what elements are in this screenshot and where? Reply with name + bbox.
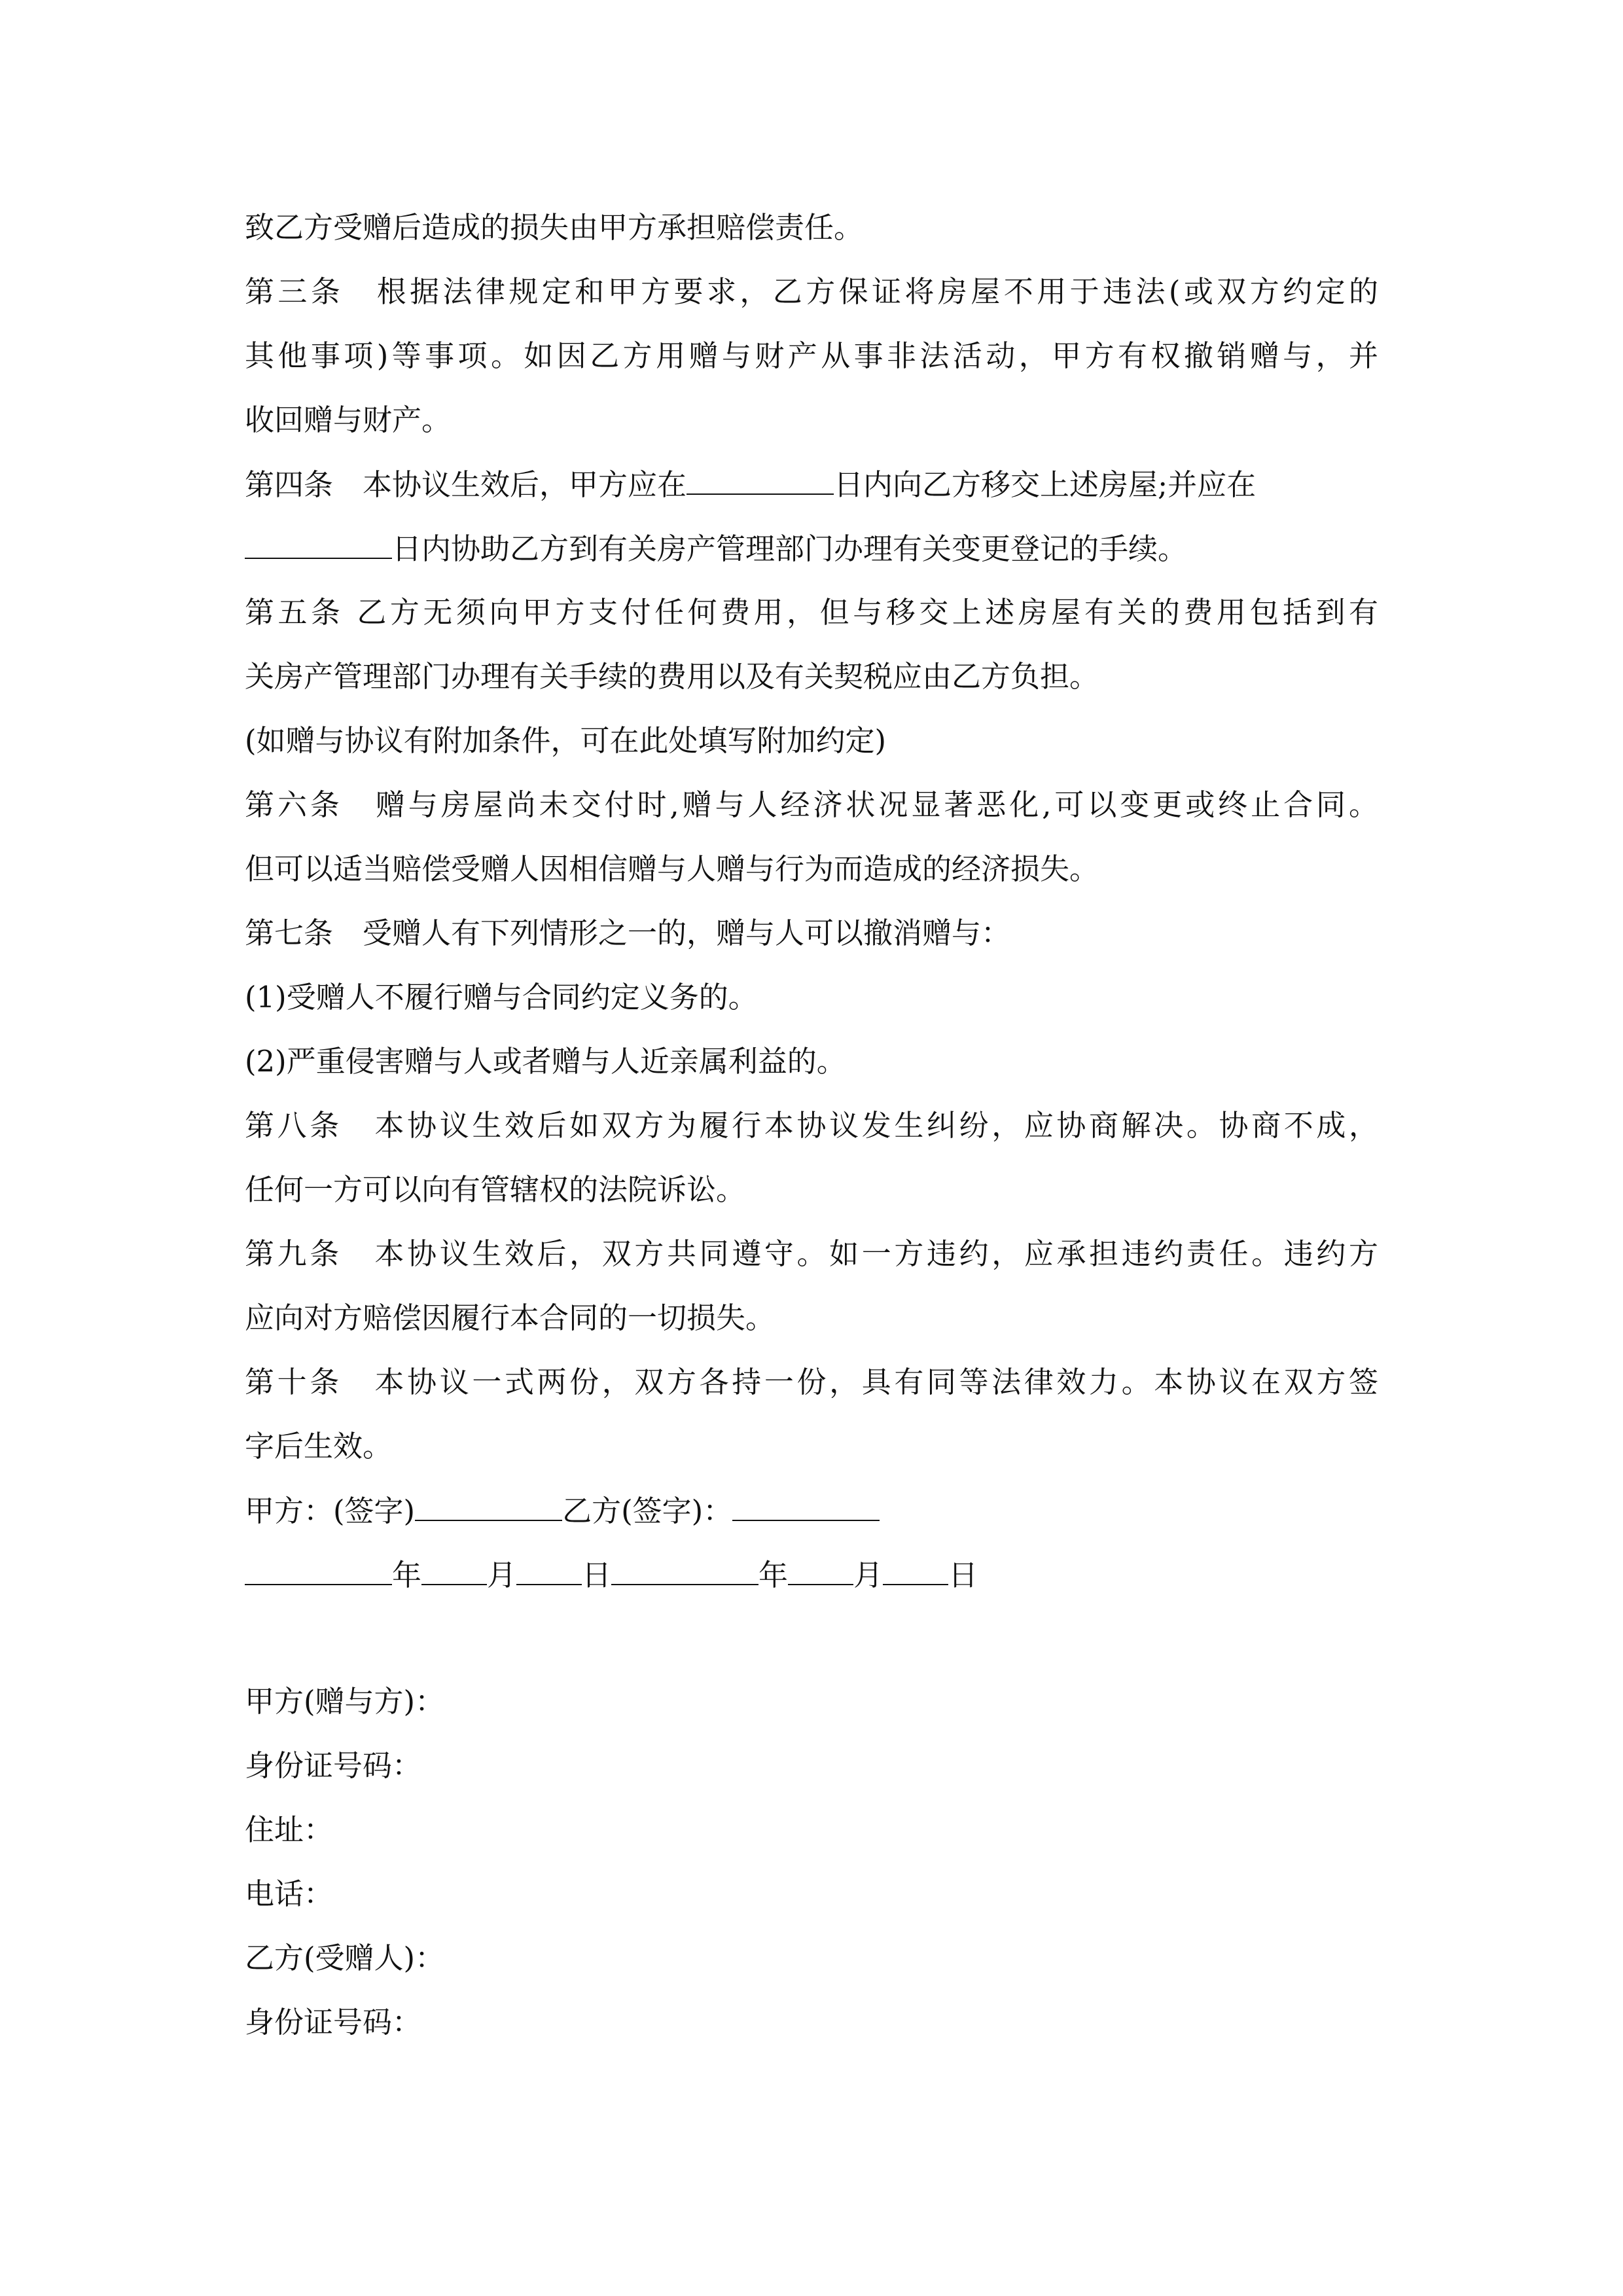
article-4-text-a: 第四条 本协议生效后，甲方应在: [245, 467, 687, 502]
article-4-line-2: [245, 529, 1187, 569]
article-4-text-c: 日内协助乙方到有关房产管理部门办理有关变更登记的手续。: [392, 531, 1188, 566]
donor-label: 甲方(赠与方)：: [245, 1684, 445, 1719]
article-6-line-1: 第六条 赠与房屋尚未交付时,赠与人经济状况显著恶化,可以变更或终止合同。: [245, 787, 1378, 822]
article-8-line-1: 第八条 本协议生效后如双方为履行本协议发生纠纷，应协商解决。协商不成，: [245, 1108, 1378, 1143]
date-b-day-blank: [883, 1555, 948, 1585]
article-5-line-2: 关房产管理部门办理有关手续的费用以及有关契税应由乙方负担。: [245, 659, 1099, 694]
article-3-line-1: 第三条 根据法律规定和甲方要求，乙方保证将房屋不用于违法(或双方约定的: [245, 274, 1378, 309]
days-blank-1: [687, 465, 834, 495]
date-a-year-label: 年: [392, 1558, 422, 1592]
donee-label: 乙方(受赠人)：: [245, 1941, 445, 1975]
donee-id-label: 身份证号码：: [245, 2005, 422, 2039]
date-a-day-label: 日: [582, 1558, 612, 1592]
donor-id-label: 身份证号码：: [245, 1748, 422, 1783]
article-10-line-1: 第十条 本协议一式两份，双方各持一份，具有同等法律效力。本协议在双方签: [245, 1365, 1378, 1399]
article-3-line-3: 收回赠与财产。: [245, 403, 452, 437]
days-blank-2: [245, 529, 392, 559]
article-4-line-1: [245, 465, 1256, 505]
address-label: 住址：: [245, 1812, 334, 1847]
party-a-signature-blank: [415, 1491, 562, 1521]
date-a-month-blank: [421, 1555, 487, 1585]
article-9-line-1: 第九条 本协议生效后，双方共同遵守。如一方违约，应承担违约责任。违约方: [245, 1236, 1378, 1271]
article-3-line-2: 其他事项)等事项。如因乙方用赠与财产从事非法活动，甲方有权撤销赠与，并: [245, 338, 1378, 373]
date-line: [245, 1555, 978, 1595]
date-a-month-label: 月: [487, 1558, 517, 1592]
party-a-signature-label: 甲方：(签字): [245, 1494, 416, 1528]
party-b-signature-label: 乙方(签字)：: [562, 1494, 733, 1528]
date-a-year-blank: [245, 1555, 392, 1585]
article-6-line-2: 但可以适当赔偿受赠人因相信赠与人赠与行为而造成的经济损失。: [245, 852, 1099, 886]
phone-label: 电话：: [245, 1876, 334, 1911]
text-line-1: 致乙方受赠后造成的损失由甲方承担赔偿责任。: [245, 210, 864, 245]
article-5-line-1: 第五条 乙方无须向甲方支付任何费用，但与移交上述房屋有关的费用包括到有: [245, 595, 1378, 630]
date-b-month-label: 月: [853, 1558, 883, 1592]
date-b-day-label: 日: [948, 1558, 978, 1592]
article-9-line-2: 应向对方赔偿因履行本合同的一切损失。: [245, 1300, 776, 1335]
additional-conditions-note: (如赠与协议有附加条件，可在此处填写附加约定): [245, 723, 887, 758]
article-7-item-1: (1)受赠人不履行赠与合同约定义务的。: [245, 980, 758, 1014]
party-b-signature-blank: [732, 1491, 880, 1521]
date-b-month-blank: [788, 1555, 853, 1585]
signature-line: [245, 1491, 880, 1531]
date-a-day-blank: [516, 1555, 582, 1585]
article-10-line-2: 字后生效。: [245, 1429, 393, 1463]
article-4-text-b: 日内向乙方移交上述房屋;并应在: [834, 467, 1257, 502]
article-8-line-2: 任何一方可以向有管辖权的法院诉讼。: [245, 1172, 746, 1207]
article-7-line-1: 第七条 受赠人有下列情形之一的，赠与人可以撤消赠与：: [245, 916, 1011, 950]
date-b-year-blank: [611, 1555, 758, 1585]
date-b-year-label: 年: [758, 1558, 789, 1592]
article-7-item-2: (2)严重侵害赠与人或者赠与人近亲属利益的。: [245, 1044, 846, 1079]
